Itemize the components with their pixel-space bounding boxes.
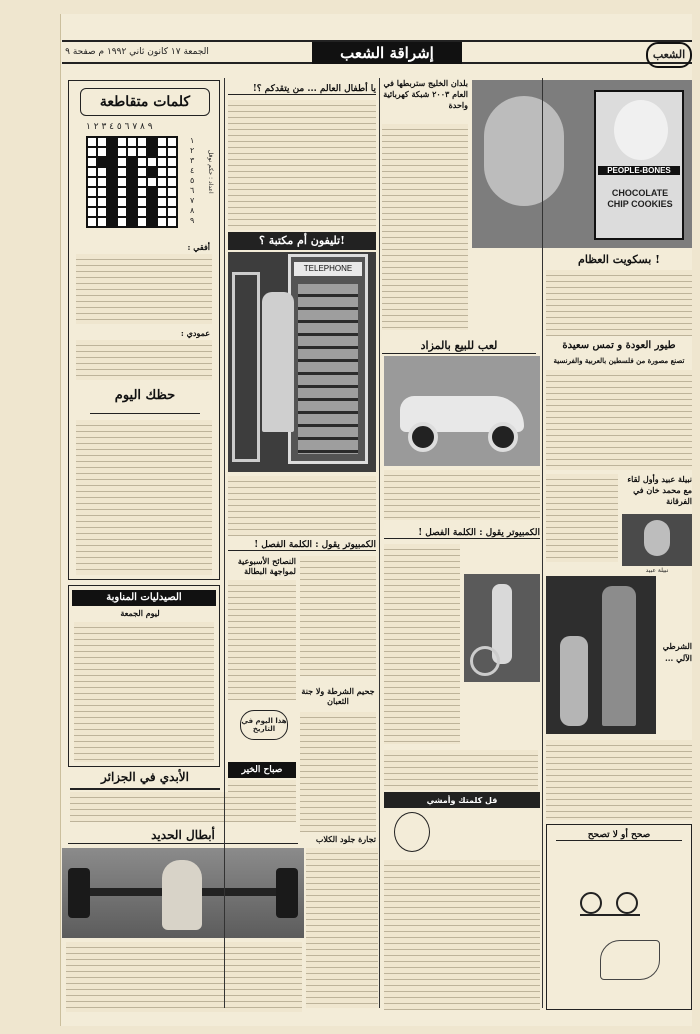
crossword-cell [157, 207, 167, 217]
crossword-cell [117, 157, 127, 167]
crossword-cell [117, 187, 127, 197]
crossword-cell [87, 137, 97, 147]
crossword-cell [117, 137, 127, 147]
woman-bicycle-photo [464, 574, 540, 682]
crossword-cell [107, 147, 117, 157]
crossword-cell [157, 197, 167, 207]
bike-wheel-a [580, 892, 602, 914]
crossword-cell [97, 157, 107, 167]
crossword-cell [87, 177, 97, 187]
crossword-cell [167, 167, 177, 177]
car-title: لعب للبيع بالمزاد [382, 338, 536, 354]
crossword-cell [97, 137, 107, 147]
dogs-title: تجارة جلود الكلاب [315, 834, 376, 844]
crossword-cell [117, 177, 127, 187]
crossword-cell [137, 197, 147, 207]
side-number: ٢ [190, 146, 195, 155]
side-number: ٥ [190, 176, 195, 185]
crossword-cell [127, 187, 137, 197]
crossword-side-numbers [190, 136, 200, 226]
telephone-booth-photo [228, 252, 376, 472]
crossword-cell [157, 177, 167, 187]
gulf-title: بلدان الخليج ستربطها في العام ٢٠٠٣ شبكة كهربائية واحدة [383, 78, 468, 110]
baby-figure [162, 860, 202, 930]
crossword-cell [137, 147, 147, 157]
crossword-cell [97, 217, 107, 227]
crossword-cell [147, 147, 157, 157]
computer-text [300, 556, 376, 676]
crossword-cell [137, 157, 147, 167]
newspaper-logo: الشعب [646, 42, 692, 68]
side-number: ١ [190, 136, 195, 145]
crossword-cell [127, 217, 137, 227]
crossword-clues [76, 254, 212, 324]
horizontal-label: أفقي : [187, 242, 210, 252]
boxes-header: قل كلمتك وأمشي [384, 792, 540, 808]
crossword-cell [107, 217, 117, 227]
electronic-text [228, 580, 296, 700]
crossword-cell [117, 207, 127, 217]
crossword-cell [127, 197, 137, 207]
crossword-cell [137, 177, 147, 187]
crossword-top-numbers: ٩ ٨ ٧ ٦ ٥ ٤ ٣ ٢ ١ [86, 122, 153, 132]
bike-wheel-b [616, 892, 638, 914]
cookie-mascot-face [614, 100, 668, 160]
column-rule [542, 78, 543, 1008]
crossword-cell [157, 147, 167, 157]
antique-car-photo [384, 356, 540, 466]
horoscope-title: حظك اليوم [90, 388, 200, 414]
crossword-cell [137, 187, 147, 197]
person-figure [262, 292, 294, 432]
butterfly-text [384, 544, 460, 744]
crossword-cell [167, 147, 177, 157]
crossword-cell [107, 187, 117, 197]
gulf-text [382, 124, 468, 330]
crossword-cell [97, 197, 107, 207]
young-sports-title: أبطال الحديد [68, 826, 298, 844]
algeria-title: الأبدي في الجزائر [70, 770, 220, 790]
bicycle-wheel [470, 646, 500, 676]
crossword-cell [147, 167, 157, 177]
cookies-photo [472, 80, 692, 248]
crossword-cell [87, 197, 97, 207]
nabila-text [546, 474, 618, 562]
nabila-photo [622, 514, 692, 566]
crossword-cell [107, 167, 117, 177]
cookie-box [594, 90, 684, 240]
crossword-cell [167, 207, 177, 217]
young-sports-text [66, 942, 302, 1012]
return-text [546, 370, 692, 470]
crossword-cell [147, 157, 157, 167]
car-wheel-front [408, 422, 438, 452]
crossword-cell [157, 217, 167, 227]
dragon-drawing [600, 940, 660, 980]
woman-face [484, 96, 564, 206]
telephone-text [228, 476, 376, 536]
article-children-title: يا أطفال العالم ... من يتقدكم ؟! [228, 84, 376, 95]
bicycle-drawing [580, 880, 640, 916]
crossword-cell [97, 167, 107, 177]
crossword-cell [97, 177, 107, 187]
crossword-cell [157, 187, 167, 197]
weight-right [276, 868, 298, 918]
crossword-cell [107, 157, 117, 167]
crossword-cell [107, 177, 117, 187]
crossword-cell [87, 157, 97, 167]
crime-title: جحيم الشرطة ولا جنة الثعبان [301, 686, 375, 706]
crossword-cell [97, 147, 107, 157]
cookies-title: بسكويت العظام ! [578, 253, 660, 266]
pharmacies-title: الصيدليات المناوبة [72, 590, 216, 606]
butterfly-article-title: الكمبيوتر يقول : الكلمة الفصل ! [384, 528, 540, 539]
crossword-grid [86, 136, 178, 228]
side-number: ٤ [190, 166, 195, 175]
date-line: الجمعة ١٧ كانون ثاني ١٩٩٢ م صفحة ٩ [65, 47, 209, 57]
crossword-cell [147, 217, 157, 227]
crossword-cell [127, 157, 137, 167]
crossword-cell [147, 187, 157, 197]
side-number: ٦ [190, 186, 195, 195]
cookie-product: CHOCOLATE CHIP COOKIES [607, 188, 673, 209]
telephone-sign: TELEPHONE [294, 262, 362, 276]
crossword-author: اعداد : حكم نوفل [207, 150, 214, 194]
computer-title: الكمبيوتر يقول : الكلمة الفصل ! [228, 540, 376, 551]
crossword-cell [117, 167, 127, 177]
crossword-cell [127, 137, 137, 147]
column-rule [224, 78, 225, 1008]
crossword-cell [167, 137, 177, 147]
crossword-cell [157, 137, 167, 147]
crossword-clues-vertical [76, 340, 212, 380]
tassaheb-title: صحح أو لا تصحح [556, 830, 682, 841]
crossword-cell [137, 137, 147, 147]
crossword-cell [147, 197, 157, 207]
nabila-title: نبيلة عبيد وأول لقاء مع محمد خان في الفرقانة [627, 474, 692, 506]
crossword-cell [167, 177, 177, 187]
crossword-cell [127, 177, 137, 187]
robot-cop-photo [546, 576, 656, 734]
side-number: ٨ [190, 206, 195, 215]
return-subtitle: تصنع مصورة من فلسطين بالعربية والفرنسية [553, 356, 685, 365]
telephone-title: تليفون أم مكتبة ؟! [228, 232, 376, 250]
crossword-cell [127, 167, 137, 177]
butterfly-title: الشرطي الآلي ... [662, 641, 692, 663]
crossword-cell [87, 217, 97, 227]
mid-text [306, 848, 378, 1008]
nabila-face [644, 520, 670, 556]
cookie-brand: PEOPLE-BONES [598, 166, 680, 175]
crossword-cell [147, 177, 157, 187]
crossword-cell [97, 207, 107, 217]
nabila-caption: نبيلة عبيد [645, 567, 669, 574]
return-title: طيور العودة و تمس سعيدة [562, 340, 676, 351]
crossword-cell [167, 157, 177, 167]
crossword-cell [87, 147, 97, 157]
crossword-cell [137, 167, 147, 177]
crossword-cell [117, 217, 127, 227]
side-number: ٩ [190, 216, 195, 225]
crossword-cell [157, 157, 167, 167]
pharmacies-list [74, 622, 214, 762]
crossword-cell [147, 137, 157, 147]
crime-text [300, 712, 376, 832]
robot-text [546, 740, 692, 820]
tassaheb-box [546, 824, 692, 1010]
crossword-cell [117, 147, 127, 157]
crossword-cell [167, 217, 177, 227]
crossword-cell [147, 207, 157, 217]
column-rule [379, 78, 380, 1008]
crossword-cell [107, 207, 117, 217]
morning-title: صباح الخير [228, 762, 296, 778]
crossword-cell [87, 167, 97, 177]
crossword-cell [137, 207, 147, 217]
crossword-cell [167, 197, 177, 207]
crossword-title: كلمات متقاطعة [80, 88, 210, 116]
girl-figure [560, 636, 588, 726]
booth-door [232, 272, 260, 462]
weight-left [68, 868, 90, 918]
crossword-cell [87, 187, 97, 197]
crossword-cell [167, 187, 177, 197]
electronic-title: النصائح الأسبوعية لمواجهة البطالة [237, 556, 296, 576]
horoscope-text [76, 420, 212, 575]
book-shelves [298, 284, 358, 454]
article-children-text [228, 100, 376, 230]
boxes-text [384, 860, 540, 1010]
pharmacies-day: ليوم الجمعة [120, 608, 160, 618]
crossword-cell [107, 137, 117, 147]
cookies-text [546, 270, 692, 336]
boxes-figure [394, 812, 430, 852]
car-text [384, 470, 540, 520]
side-number: ٣ [190, 156, 195, 165]
vertical-label: عمودي : [180, 328, 210, 338]
page-masthead: إشراقة الشعب [312, 42, 462, 64]
morning-text [228, 780, 296, 820]
baby-weightlifting-photo [62, 848, 304, 938]
car-wheel-rear [488, 422, 518, 452]
side-number: ٧ [190, 196, 195, 205]
robot-figure [602, 586, 636, 726]
crossword-cell [107, 197, 117, 207]
history-box: هذا اليوم في التاريخ [240, 710, 288, 740]
crossword-cell [137, 217, 147, 227]
crossword-cell [157, 167, 167, 177]
crossword-cell [127, 147, 137, 157]
crossword-cell [117, 197, 127, 207]
crossword-cell [87, 207, 97, 217]
lower-col3-text [384, 750, 538, 790]
crossword-cell [127, 207, 137, 217]
crossword-cell [97, 187, 107, 197]
